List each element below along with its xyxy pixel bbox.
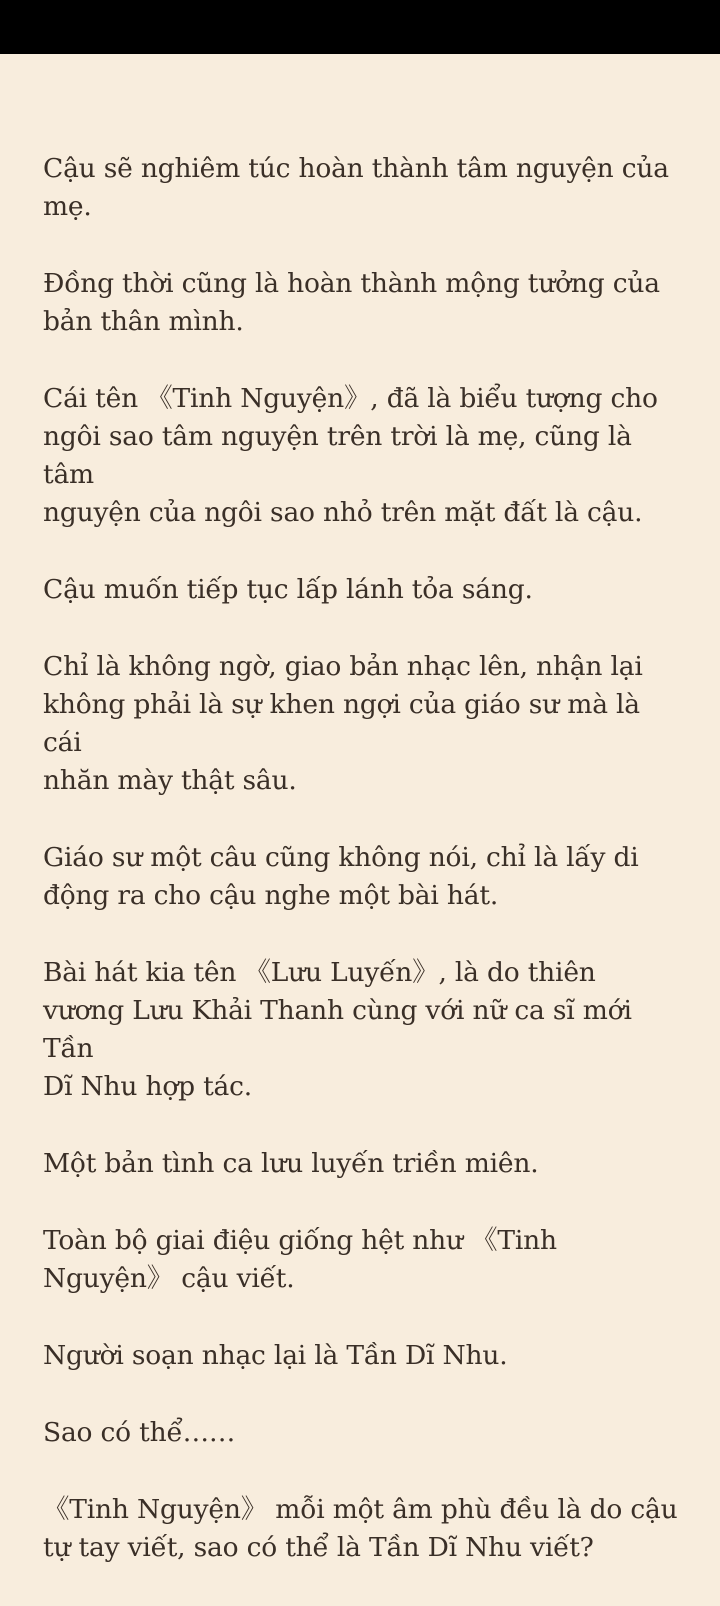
paragraph: Giáo sư một câu cũng không nói, chỉ là lấy di động ra cho cậu nghe một bài hát. [43,842,639,911]
paragraph: 《Tinh Nguyện》 mỗi một âm phù đều là do cậu tự tay viết, sao có thể là Tần Dĩ Nhu viết? [43,1494,678,1563]
paragraph: Chỉ là không ngờ, giao bản nhạc lên, nhận lại không phải là sự khen ngợi của giáo sư mà là cái nhăn mày thật sâu. [43,651,643,796]
paragraph: Một bản tình ca lưu luyến triền miên. [43,1148,539,1179]
paragraph: Cái tên 《Tinh Nguyện》, đã là biểu tượng cho ngôi sao tâm nguyện trên trời là mẹ, cũng là tâm nguyện của ngôi sao nhỏ trên mặt đất là cậu. [43,383,658,528]
paragraph: Cậu muốn tiếp tục lấp lánh tỏa sáng. [43,574,533,605]
paragraph: Sao có thể…… [43,1417,236,1448]
paragraph: Đồng thời cũng là hoàn thành mộng tưởng của bản thân mình. [43,268,660,337]
paragraph: Toàn bộ giai điệu giống hệt như 《Tinh Nguyện》 cậu viết. [43,1225,557,1294]
reading-content[interactable] [43,150,683,1606]
paragraph: Bài hát kia tên 《Lưu Luyến》, là do thiên vương Lưu Khải Thanh cùng với nữ ca sĩ mới Tần Dĩ Nhu hợp tác. [43,957,632,1102]
paragraph: Cậu sẽ nghiêm túc hoàn thành tâm nguyện của mẹ. [43,153,669,222]
status-bar [0,0,720,54]
paragraph: Người soạn nhạc lại là Tần Dĩ Nhu. [43,1340,508,1371]
